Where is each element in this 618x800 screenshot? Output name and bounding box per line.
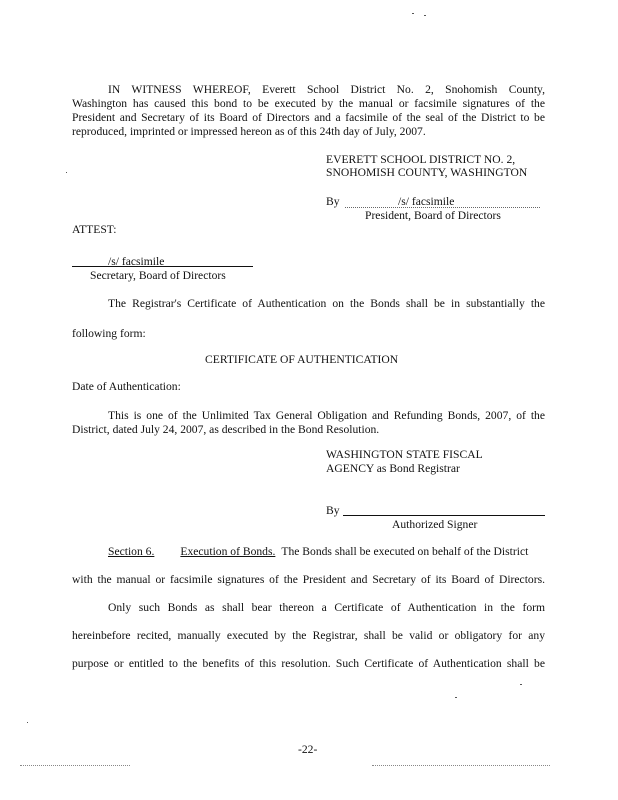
closing-line [72,630,545,642]
attest-label: ATTEST: [72,223,117,236]
scan-speck [424,15,426,16]
closing-text: purpose or entitled to the benefits of this resolution. Such Certificate of Authentication shall be [72,657,545,670]
secretary-signature-line [72,266,253,267]
secretary-signature: /s/ facsimile [108,255,165,268]
scan-speck [412,13,414,14]
president-signature: /s/ facsimile [398,195,455,208]
witness-text: Washington has caused this bond to be executed by the manual or facsimile signatures of the [72,97,545,110]
certificate-body-text: This is one of the Unlimited Tax General Obligation and Refunding Bonds, 2007, of the [108,409,545,422]
page-number: -22- [298,743,318,756]
footer-rule-left [20,765,130,766]
closing-line [108,602,545,614]
registrar-by-label: By [326,504,340,517]
witness-text: President and Secretary of its Board of Directors and a facsimile of the seal of the District to be [72,111,545,124]
section6-text: with the manual or facsimile signatures of the President and Secretary of its Board of Directors. [72,573,545,586]
registrar-signature-line [343,515,545,516]
witness-line [72,98,545,110]
certificate-body-line [108,410,545,422]
witness-line [72,112,545,124]
closing-text: Only such Bonds as shall bear thereon a Certificate of Authentication in the form [108,601,545,614]
scan-speck [66,172,67,173]
agency-line2: AGENCY as Bond Registrar [326,462,460,475]
registrar-intro-line2: following form: [72,327,146,340]
agency-line1: WASHINGTON STATE FISCAL [326,448,483,461]
witness-line [108,84,545,96]
scan-speck [520,684,522,685]
section6-text: The Bonds shall be executed on behalf of the District [281,545,529,558]
authorized-signer-title: Authorized Signer [392,518,478,531]
secretary-title: Secretary, Board of Directors [90,269,226,282]
witness-text: IN WITNESS WHEREOF, Everett School District No. 2, Snohomish County, [108,83,545,96]
date-of-authentication-label: Date of Authentication: [72,380,181,393]
closing-line [72,658,545,670]
section6-title: Execution of Bonds. [180,545,276,558]
footer-rule-right [372,765,550,766]
section6-line1 [108,546,528,558]
scan-speck [455,697,457,698]
certificate-body-line2: District, dated July 24, 2007, as described in the Bond Resolution. [72,423,380,436]
witness-line: reproduced, imprinted or impressed hereon as of this 24th day of July, 2007. [72,125,426,138]
president-title: President, Board of Directors [365,209,501,222]
district-name-line2: SNOHOMISH COUNTY, WASHINGTON [326,166,528,179]
section6-line2 [72,574,545,586]
scan-speck [27,722,28,723]
section6-number: Section 6. [108,545,155,558]
registrar-intro-line [108,298,545,310]
president-by-label: By [326,195,340,208]
registrar-intro-text: The Registrar's Certificate of Authentication on the Bonds shall be in substantially the [108,297,545,310]
certificate-heading: CERTIFICATE OF AUTHENTICATION [205,353,399,366]
district-name-line1: EVERETT SCHOOL DISTRICT NO. 2, [326,153,516,166]
closing-text: hereinbefore recited, manually executed by the Registrar, shall be valid or obligatory for any [72,629,545,642]
